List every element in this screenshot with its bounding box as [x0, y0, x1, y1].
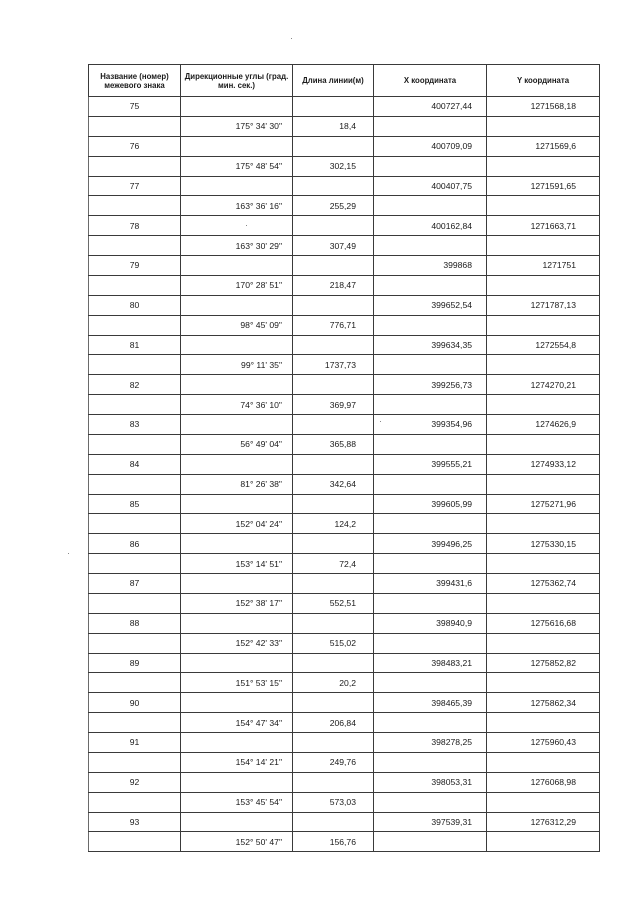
cell-marker-name: [89, 554, 181, 574]
scan-speck: [380, 421, 381, 422]
cell-line-length: [293, 812, 374, 832]
cell-directional-angle: 152° 38' 17": [181, 593, 293, 613]
cell-line-length: 302,15: [293, 156, 374, 176]
cell-x-coordinate: 398465,39: [374, 693, 487, 713]
cell-directional-angle: 152° 50' 47": [181, 832, 293, 852]
cell-line-length: 573,03: [293, 792, 374, 812]
table-row-marker: [89, 176, 600, 196]
cell-x-coordinate: [374, 593, 487, 613]
cell-marker-name: [89, 236, 181, 256]
cell-directional-angle: [181, 613, 293, 633]
cell-y-coordinate: 1274270,21: [487, 375, 600, 395]
table-row-marker: [89, 375, 600, 395]
cell-x-coordinate: 399431,6: [374, 574, 487, 594]
cell-x-coordinate: 399354,96: [374, 415, 487, 435]
cell-x-coordinate: [374, 673, 487, 693]
cell-marker-name: 91: [89, 733, 181, 753]
cell-line-length: 307,49: [293, 236, 374, 256]
cell-y-coordinate: [487, 196, 600, 216]
table-row-marker: [89, 216, 600, 236]
cell-directional-angle: [181, 136, 293, 156]
cell-marker-name: [89, 434, 181, 454]
cell-directional-angle: 175° 48' 54": [181, 156, 293, 176]
cell-line-length: 369,97: [293, 395, 374, 415]
cell-line-length: 206,84: [293, 713, 374, 733]
table-row-segment: [89, 752, 600, 772]
table-row-segment: [89, 236, 600, 256]
cell-directional-angle: [181, 97, 293, 117]
cell-line-length: 20,2: [293, 673, 374, 693]
boundary-coordinates-table: [88, 64, 600, 852]
cell-y-coordinate: [487, 514, 600, 534]
cell-line-length: [293, 653, 374, 673]
cell-marker-name: [89, 315, 181, 335]
cell-y-coordinate: [487, 554, 600, 574]
cell-x-coordinate: 400727,44: [374, 97, 487, 117]
cell-x-coordinate: [374, 752, 487, 772]
cell-directional-angle: [181, 295, 293, 315]
cell-line-length: 72,4: [293, 554, 374, 574]
cell-line-length: 18,4: [293, 116, 374, 136]
scan-speck: [246, 225, 247, 226]
table-row-marker: [89, 136, 600, 156]
cell-directional-angle: [181, 733, 293, 753]
cell-line-length: [293, 534, 374, 554]
cell-line-length: [293, 613, 374, 633]
cell-y-coordinate: [487, 593, 600, 613]
cell-y-coordinate: 1275960,43: [487, 733, 600, 753]
cell-marker-name: 76: [89, 136, 181, 156]
cell-x-coordinate: [374, 514, 487, 534]
table-row-segment: [89, 196, 600, 216]
cell-y-coordinate: 1274626,9: [487, 415, 600, 435]
cell-line-length: 365,88: [293, 434, 374, 454]
cell-x-coordinate: [374, 355, 487, 375]
table-row-marker: [89, 574, 600, 594]
cell-x-coordinate: 400407,75: [374, 176, 487, 196]
cell-line-length: 124,2: [293, 514, 374, 534]
cell-x-coordinate: [374, 554, 487, 574]
cell-marker-name: [89, 275, 181, 295]
cell-y-coordinate: [487, 395, 600, 415]
cell-x-coordinate: [374, 474, 487, 494]
cell-y-coordinate: 1271591,65: [487, 176, 600, 196]
cell-y-coordinate: 1271663,71: [487, 216, 600, 236]
cell-line-length: 342,64: [293, 474, 374, 494]
table-header-row: [89, 65, 600, 97]
cell-line-length: 255,29: [293, 196, 374, 216]
cell-y-coordinate: 1271568,18: [487, 97, 600, 117]
cell-y-coordinate: [487, 275, 600, 295]
table-row-segment: [89, 832, 600, 852]
cell-marker-name: 87: [89, 574, 181, 594]
cell-x-coordinate: [374, 633, 487, 653]
cell-x-coordinate: [374, 832, 487, 852]
cell-y-coordinate: 1275330,15: [487, 534, 600, 554]
cell-x-coordinate: 399868: [374, 256, 487, 276]
cell-marker-name: 77: [89, 176, 181, 196]
table-row-marker: [89, 335, 600, 355]
cell-marker-name: 83: [89, 415, 181, 435]
cell-marker-name: [89, 156, 181, 176]
table-row-segment: [89, 514, 600, 534]
scan-speck: [291, 38, 292, 39]
cell-marker-name: 84: [89, 454, 181, 474]
table-row-marker: [89, 534, 600, 554]
cell-directional-angle: [181, 176, 293, 196]
cell-x-coordinate: [374, 275, 487, 295]
table-row-marker: [89, 97, 600, 117]
table-row-segment: [89, 315, 600, 335]
cell-x-coordinate: 399555,21: [374, 454, 487, 474]
cell-x-coordinate: [374, 792, 487, 812]
cell-x-coordinate: 398278,25: [374, 733, 487, 753]
cell-x-coordinate: [374, 315, 487, 335]
table-row-segment: [89, 673, 600, 693]
cell-line-length: [293, 772, 374, 792]
cell-marker-name: [89, 713, 181, 733]
cell-line-length: [293, 176, 374, 196]
table-row-segment: [89, 355, 600, 375]
cell-marker-name: [89, 196, 181, 216]
cell-directional-angle: 151° 53' 15": [181, 673, 293, 693]
cell-directional-angle: 163° 36' 16": [181, 196, 293, 216]
cell-y-coordinate: 1274933,12: [487, 454, 600, 474]
cell-marker-name: [89, 593, 181, 613]
cell-directional-angle: [181, 812, 293, 832]
cell-x-coordinate: [374, 156, 487, 176]
cell-directional-angle: [181, 256, 293, 276]
scan-speck: [68, 553, 69, 554]
cell-x-coordinate: 400709,09: [374, 136, 487, 156]
cell-marker-name: 75: [89, 97, 181, 117]
cell-directional-angle: [181, 534, 293, 554]
cell-directional-angle: 99° 11' 35": [181, 355, 293, 375]
cell-y-coordinate: [487, 315, 600, 335]
cell-directional-angle: [181, 216, 293, 236]
cell-marker-name: [89, 116, 181, 136]
cell-line-length: [293, 454, 374, 474]
table-row-marker: [89, 415, 600, 435]
cell-marker-name: 79: [89, 256, 181, 276]
cell-x-coordinate: 398940,9: [374, 613, 487, 633]
cell-line-length: [293, 375, 374, 395]
cell-y-coordinate: 1271751: [487, 256, 600, 276]
cell-marker-name: 88: [89, 613, 181, 633]
cell-line-length: [293, 295, 374, 315]
cell-y-coordinate: [487, 116, 600, 136]
cell-line-length: [293, 256, 374, 276]
cell-line-length: [293, 136, 374, 156]
cell-directional-angle: [181, 693, 293, 713]
cell-y-coordinate: 1275852,82: [487, 653, 600, 673]
cell-x-coordinate: [374, 395, 487, 415]
table-row-segment: [89, 474, 600, 494]
cell-x-coordinate: 399496,25: [374, 534, 487, 554]
cell-marker-name: [89, 633, 181, 653]
cell-directional-angle: 98° 45' 09": [181, 315, 293, 335]
table-row-marker: [89, 613, 600, 633]
cell-y-coordinate: 1271569,6: [487, 136, 600, 156]
cell-marker-name: 89: [89, 653, 181, 673]
table-row-segment: [89, 395, 600, 415]
cell-directional-angle: [181, 454, 293, 474]
header-line-length: Длина линии(м): [293, 65, 374, 97]
boundary-coordinates-sheet: [88, 64, 599, 852]
cell-marker-name: [89, 792, 181, 812]
cell-line-length: 249,76: [293, 752, 374, 772]
table-row-segment: [89, 116, 600, 136]
cell-x-coordinate: 398483,21: [374, 653, 487, 673]
table-row-segment: [89, 792, 600, 812]
cell-x-coordinate: [374, 116, 487, 136]
table-row-segment: [89, 713, 600, 733]
cell-y-coordinate: [487, 633, 600, 653]
cell-directional-angle: 175° 34' 30": [181, 116, 293, 136]
cell-line-length: [293, 733, 374, 753]
cell-x-coordinate: 399634,35: [374, 335, 487, 355]
cell-y-coordinate: 1276312,29: [487, 812, 600, 832]
cell-directional-angle: 153° 45' 54": [181, 792, 293, 812]
cell-directional-angle: [181, 772, 293, 792]
table-row-segment: [89, 593, 600, 613]
cell-directional-angle: [181, 574, 293, 594]
cell-y-coordinate: [487, 156, 600, 176]
cell-line-length: 552,51: [293, 593, 374, 613]
cell-marker-name: [89, 832, 181, 852]
cell-y-coordinate: 1272554,8: [487, 335, 600, 355]
cell-y-coordinate: [487, 355, 600, 375]
cell-marker-name: 78: [89, 216, 181, 236]
cell-directional-angle: 170° 28' 51": [181, 275, 293, 295]
cell-directional-angle: 152° 04' 24": [181, 514, 293, 534]
table-row-segment: [89, 156, 600, 176]
cell-line-length: [293, 693, 374, 713]
cell-marker-name: [89, 355, 181, 375]
cell-x-coordinate: [374, 196, 487, 216]
cell-marker-name: 85: [89, 494, 181, 514]
cell-y-coordinate: [487, 474, 600, 494]
header-marker-name: Название (номер) межевого знака: [89, 65, 181, 97]
cell-marker-name: 92: [89, 772, 181, 792]
cell-directional-angle: 153° 14' 51": [181, 554, 293, 574]
cell-y-coordinate: 1275862,34: [487, 693, 600, 713]
cell-directional-angle: 152° 42' 33": [181, 633, 293, 653]
table-row-segment: [89, 633, 600, 653]
cell-line-length: [293, 494, 374, 514]
cell-x-coordinate: 399652,54: [374, 295, 487, 315]
cell-y-coordinate: [487, 236, 600, 256]
cell-line-length: [293, 216, 374, 236]
cell-y-coordinate: [487, 713, 600, 733]
table-row-marker: [89, 733, 600, 753]
cell-directional-angle: 163° 30' 29": [181, 236, 293, 256]
cell-directional-angle: 56° 49' 04": [181, 434, 293, 454]
cell-line-length: [293, 574, 374, 594]
table-row-marker: [89, 772, 600, 792]
cell-x-coordinate: 399256,73: [374, 375, 487, 395]
cell-line-length: 218,47: [293, 275, 374, 295]
cell-marker-name: [89, 673, 181, 693]
cell-x-coordinate: 400162,84: [374, 216, 487, 236]
cell-y-coordinate: [487, 673, 600, 693]
cell-marker-name: 86: [89, 534, 181, 554]
cell-y-coordinate: 1275616,68: [487, 613, 600, 633]
cell-marker-name: 80: [89, 295, 181, 315]
cell-y-coordinate: 1276068,98: [487, 772, 600, 792]
cell-line-length: [293, 335, 374, 355]
cell-y-coordinate: [487, 434, 600, 454]
cell-x-coordinate: 398053,31: [374, 772, 487, 792]
table-row-marker: [89, 295, 600, 315]
cell-marker-name: [89, 474, 181, 494]
cell-marker-name: 82: [89, 375, 181, 395]
cell-directional-angle: [181, 335, 293, 355]
table-row-segment: [89, 554, 600, 574]
table-row-segment: [89, 275, 600, 295]
cell-x-coordinate: [374, 434, 487, 454]
cell-marker-name: 90: [89, 693, 181, 713]
table-row-marker: [89, 653, 600, 673]
cell-line-length: [293, 97, 374, 117]
cell-directional-angle: [181, 415, 293, 435]
cell-marker-name: [89, 395, 181, 415]
cell-x-coordinate: [374, 713, 487, 733]
cell-y-coordinate: 1275362,74: [487, 574, 600, 594]
cell-marker-name: [89, 514, 181, 534]
cell-directional-angle: [181, 653, 293, 673]
cell-line-length: 156,76: [293, 832, 374, 852]
cell-y-coordinate: [487, 792, 600, 812]
header-x-coordinate: X координата: [374, 65, 487, 97]
cell-x-coordinate: 399605,99: [374, 494, 487, 514]
cell-y-coordinate: 1271787,13: [487, 295, 600, 315]
cell-line-length: 776,71: [293, 315, 374, 335]
cell-y-coordinate: [487, 752, 600, 772]
table-row-marker: [89, 256, 600, 276]
cell-line-length: [293, 415, 374, 435]
cell-y-coordinate: [487, 832, 600, 852]
cell-directional-angle: [181, 375, 293, 395]
cell-marker-name: 81: [89, 335, 181, 355]
table-row-marker: [89, 454, 600, 474]
table-row-marker: [89, 693, 600, 713]
cell-line-length: 515,02: [293, 633, 374, 653]
table-row-marker: [89, 494, 600, 514]
table-row-marker: [89, 812, 600, 832]
cell-x-coordinate: [374, 236, 487, 256]
cell-marker-name: 93: [89, 812, 181, 832]
cell-directional-angle: 154° 14' 21": [181, 752, 293, 772]
header-y-coordinate: Y координата: [487, 65, 600, 97]
cell-directional-angle: 154° 47' 34": [181, 713, 293, 733]
cell-directional-angle: 81° 26' 38": [181, 474, 293, 494]
cell-directional-angle: 74° 36' 10": [181, 395, 293, 415]
cell-directional-angle: [181, 494, 293, 514]
cell-y-coordinate: 1275271,96: [487, 494, 600, 514]
table-row-segment: [89, 434, 600, 454]
cell-line-length: 1737,73: [293, 355, 374, 375]
table-body: [89, 97, 600, 852]
header-directional-angle: Дирекционные углы (град. мин. сек.): [181, 65, 293, 97]
cell-marker-name: [89, 752, 181, 772]
cell-x-coordinate: 397539,31: [374, 812, 487, 832]
